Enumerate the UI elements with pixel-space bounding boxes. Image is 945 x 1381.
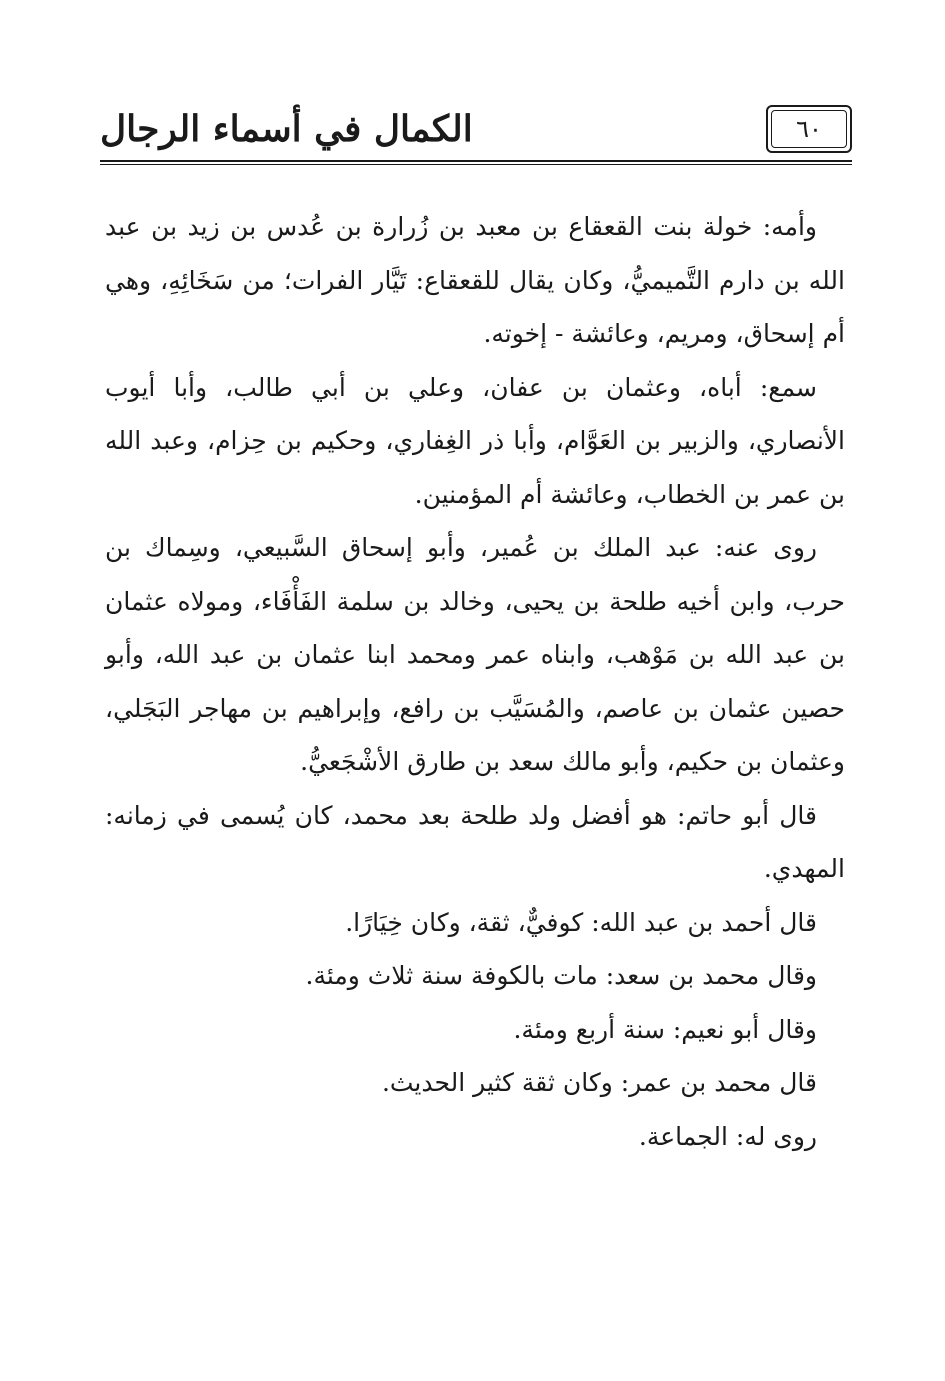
quote-line: روى له: الجماعة. — [638, 1121, 817, 1151]
quote-line: وقال أبو نعيم: سنة أربع ومئة. — [513, 1014, 817, 1044]
paragraph-abu-hatim: قال أبو حاتم: هو أفضل ولد طلحة بعد محمد، كان يُسمى في زمانه: المهدي. — [105, 800, 845, 883]
header-rule — [100, 160, 852, 162]
paragraph-narrated-by: روى عنه: عبد الملك بن عُمير، وأبو إسحاق السَّبيعي، وسِماك بن حرب، وابن أخيه طلحة بن يحيى، وخالد بن سلمة الفَأْفَاء، ومولاه عثمان بن عبد الله بن مَوْهب، وابناه عمر ومحمد ابنا عثمان بن عبد الله، وأبو حصين عثمان بن عاصم، والمُسَيَّب بن رافع، وإبراهيم بن مهاجر البَجَلي، وعثمان بن حكيم، وأبو مالك سعد بن طارق الأشْجَعيُّ. — [105, 533, 845, 776]
quote-line: قال أحمد بن عبد الله: كوفيٌّ، ثقة، وكان خِيَارًا. — [345, 907, 817, 937]
book-title: الكمال في أسماء الرجال — [100, 108, 473, 150]
header-rule-thin — [100, 164, 852, 165]
paragraph-mother: وأمه: خولة بنت القعقاع بن معبد بن زُرارة بن عُدس بن زيد بن عبد الله بن دارم التَّميميُّ، وكان يقال للقعقاع: تَيَّار الفرات؛ من سَخَائِهِ، وهي أم إسحاق، ومريم، وعائشة - إخوته. — [105, 212, 845, 348]
paragraph-heard-from: سمع: أباه، وعثمان بن عفان، وعلي بن أبي طالب، وأبا أيوب الأنصاري، والزبير بن العَوَّام، وأبا ذر الغِفاري، وحكيم بن حِزام، وعبد الله بن عمر بن الخطاب، وعائشة أم المؤمنين. — [105, 372, 845, 509]
quotes-block — [105, 896, 845, 1164]
page-number: ٦٠ — [766, 105, 852, 153]
quote-line: قال محمد بن عمر: وكان ثقة كثير الحديث. — [381, 1068, 817, 1097]
page-header — [100, 105, 852, 165]
quote-line: وقال محمد بن سعد: مات بالكوفة سنة ثلاث ومئة. — [305, 961, 817, 990]
body-text — [105, 200, 845, 1163]
